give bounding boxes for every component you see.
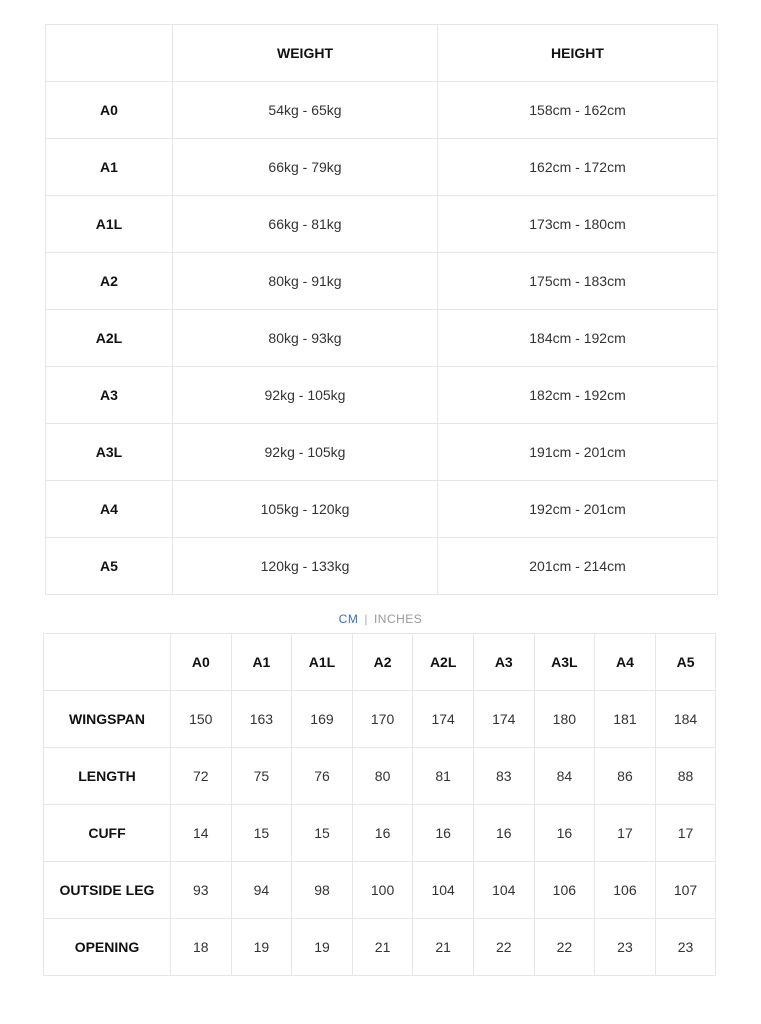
measurement-value: 76 (292, 748, 353, 805)
height-range: 191cm - 201cm (438, 424, 718, 481)
measurement-value: 83 (473, 748, 534, 805)
measurement-value: 18 (171, 919, 232, 976)
size-chart-corner-cell (46, 25, 173, 82)
size-label: A1 (46, 139, 173, 196)
measurement-value: 16 (534, 805, 595, 862)
measurement-value: 21 (413, 919, 474, 976)
weight-range: 120kg - 133kg (173, 538, 438, 595)
weight-range: 80kg - 93kg (173, 310, 438, 367)
size-chart-table (45, 24, 718, 595)
weight-range: 66kg - 81kg (173, 196, 438, 253)
weight-range: 105kg - 120kg (173, 481, 438, 538)
unit-separator: | (364, 612, 368, 626)
measurement-value: 16 (413, 805, 474, 862)
height-range: 162cm - 172cm (438, 139, 718, 196)
measurement-value: 22 (473, 919, 534, 976)
size-label: A1L (46, 196, 173, 253)
measurement-value: 14 (171, 805, 232, 862)
measurement-row-length (44, 748, 716, 805)
size-label: A5 (46, 538, 173, 595)
measurements-corner-cell (44, 634, 171, 691)
weight-range: 66kg - 79kg (173, 139, 438, 196)
measurement-value: 19 (231, 919, 292, 976)
measurement-value: 15 (231, 805, 292, 862)
measurement-value: 174 (473, 691, 534, 748)
size-column-header: A1L (292, 634, 353, 691)
measurement-value: 94 (231, 862, 292, 919)
measurement-value: 23 (655, 919, 716, 976)
measurement-value: 21 (352, 919, 413, 976)
measurement-value: 17 (595, 805, 656, 862)
measurement-value: 174 (413, 691, 474, 748)
size-label: A3L (46, 424, 173, 481)
measurement-value: 106 (534, 862, 595, 919)
height-column-header: HEIGHT (438, 25, 718, 82)
measurement-value: 72 (171, 748, 232, 805)
measurement-value: 98 (292, 862, 353, 919)
measurement-value: 184 (655, 691, 716, 748)
size-chart-header-row (46, 25, 718, 82)
height-range: 201cm - 214cm (438, 538, 718, 595)
size-column-header: A3L (534, 634, 595, 691)
measurements-table (43, 633, 716, 976)
measurement-value: 104 (413, 862, 474, 919)
measurement-value: 19 (292, 919, 353, 976)
measurement-value: 169 (292, 691, 353, 748)
size-label: A2L (46, 310, 173, 367)
weight-range: 54kg - 65kg (173, 82, 438, 139)
size-column-header: A1 (231, 634, 292, 691)
measurement-value: 80 (352, 748, 413, 805)
measurement-value: 17 (655, 805, 716, 862)
size-column-header: A2 (352, 634, 413, 691)
height-range: 175cm - 183cm (438, 253, 718, 310)
size-column-header: A4 (595, 634, 656, 691)
measurement-value: 104 (473, 862, 534, 919)
measurement-row-wingspan (44, 691, 716, 748)
measurement-value: 106 (595, 862, 656, 919)
size-label: A0 (46, 82, 173, 139)
measurement-label: OPENING (44, 919, 171, 976)
weight-range: 92kg - 105kg (173, 367, 438, 424)
measurement-value: 150 (171, 691, 232, 748)
measurement-value: 170 (352, 691, 413, 748)
size-label: A3 (46, 367, 173, 424)
size-column-header: A0 (171, 634, 232, 691)
measurement-value: 107 (655, 862, 716, 919)
size-row-a3l (46, 424, 718, 481)
measurement-value: 15 (292, 805, 353, 862)
size-column-header: A3 (473, 634, 534, 691)
measurement-label: LENGTH (44, 748, 171, 805)
measurement-label: CUFF (44, 805, 171, 862)
weight-range: 80kg - 91kg (173, 253, 438, 310)
measurement-row-outside-leg (44, 862, 716, 919)
measurement-value: 84 (534, 748, 595, 805)
measurement-label: WINGSPAN (44, 691, 171, 748)
height-range: 184cm - 192cm (438, 310, 718, 367)
measurement-value: 88 (655, 748, 716, 805)
size-row-a3 (46, 367, 718, 424)
measurement-row-cuff (44, 805, 716, 862)
size-row-a2 (46, 253, 718, 310)
height-range: 192cm - 201cm (438, 481, 718, 538)
size-label: A4 (46, 481, 173, 538)
measurement-value: 23 (595, 919, 656, 976)
height-range: 182cm - 192cm (438, 367, 718, 424)
measurement-value: 81 (413, 748, 474, 805)
measurement-label: OUTSIDE LEG (44, 862, 171, 919)
unit-cm-option[interactable]: CM (338, 612, 359, 626)
size-row-a1l (46, 196, 718, 253)
size-row-a1 (46, 139, 718, 196)
measurement-value: 93 (171, 862, 232, 919)
unit-toggle (0, 610, 761, 628)
size-column-header: A5 (655, 634, 716, 691)
measurement-value: 180 (534, 691, 595, 748)
unit-inches-option[interactable]: INCHES (373, 612, 423, 626)
measurement-value: 100 (352, 862, 413, 919)
measurement-value: 75 (231, 748, 292, 805)
weight-column-header: WEIGHT (173, 25, 438, 82)
height-range: 173cm - 180cm (438, 196, 718, 253)
size-row-a0 (46, 82, 718, 139)
size-column-header: A2L (413, 634, 474, 691)
measurement-value: 16 (473, 805, 534, 862)
height-range: 158cm - 162cm (438, 82, 718, 139)
size-label: A2 (46, 253, 173, 310)
measurement-value: 163 (231, 691, 292, 748)
measurement-value: 16 (352, 805, 413, 862)
measurements-header-row (44, 634, 716, 691)
weight-range: 92kg - 105kg (173, 424, 438, 481)
measurement-row-opening (44, 919, 716, 976)
size-row-a5 (46, 538, 718, 595)
measurement-value: 181 (595, 691, 656, 748)
size-row-a2l (46, 310, 718, 367)
measurement-value: 22 (534, 919, 595, 976)
measurement-value: 86 (595, 748, 656, 805)
size-row-a4 (46, 481, 718, 538)
